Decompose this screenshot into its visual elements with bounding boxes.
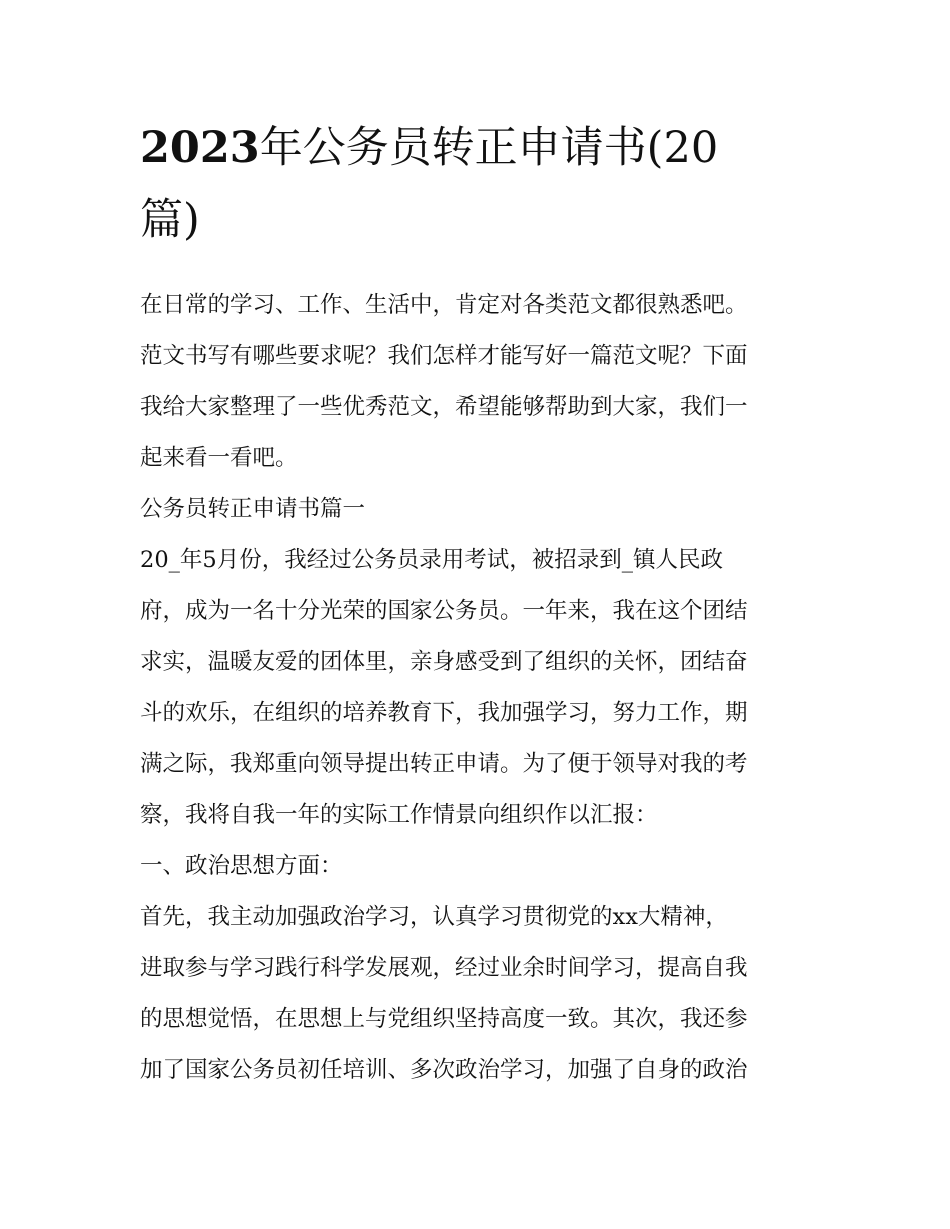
paragraph-line: 加了国家公务员初任培训、多次政治学习，加强了自身的政治 <box>140 1057 748 1083</box>
paragraph-line: 首先，我主动加强政治学习，认真学习贯彻党的xx大精神， <box>140 904 728 930</box>
paragraph-line: 我给大家整理了一些优秀范文，希望能够帮助到大家，我们一 <box>140 394 748 420</box>
paragraph-line: 进取参与学习践行科学发展观，经过业余时间学习，提高自我 <box>140 955 748 981</box>
paragraph-line: 满之际，我郑重向领导提出转正申请。为了便于领导对我的考 <box>140 751 748 777</box>
section-heading: 公务员转正申请书篇一 <box>140 496 366 522</box>
paragraph-line: 斗的欢乐，在组织的培养教育下，我加强学习，努力工作，期 <box>140 700 748 726</box>
document-title <box>140 112 820 256</box>
paragraph-line: 范文书写有哪些要求呢？我们怎样才能写好一篇范文呢？下面 <box>140 343 748 369</box>
paragraph-line: 府，成为一名十分光荣的国家公务员。一年来，我在这个团结 <box>140 598 748 624</box>
paragraph-line: 在日常的学习、工作、生活中，肯定对各类范文都很熟悉吧。 <box>140 292 748 318</box>
title-text-line2: 篇) <box>140 195 200 245</box>
document-content <box>140 112 820 1096</box>
subsection-heading: 一、政治思想方面： <box>140 853 343 879</box>
title-text-line1: 年公务员转正申请书(20 <box>259 123 719 173</box>
paragraph-line: 求实，温暖友爱的团体里，亲身感受到了组织的关怀，团结奋 <box>140 649 748 675</box>
title-number: 2023 <box>140 123 260 173</box>
paragraph-line: 察，我将自我一年的实际工作情景向组织作以汇报： <box>140 802 658 828</box>
paragraph-line: 的思想觉悟，在思想上与党组织坚持高度一致。其次，我还参 <box>140 1006 748 1032</box>
paragraph-line: 起来看一看吧。 <box>140 445 298 471</box>
paragraph-line: 20_年5月份，我经过公务员录用考试，被招录到_镇人民政 <box>140 547 723 573</box>
